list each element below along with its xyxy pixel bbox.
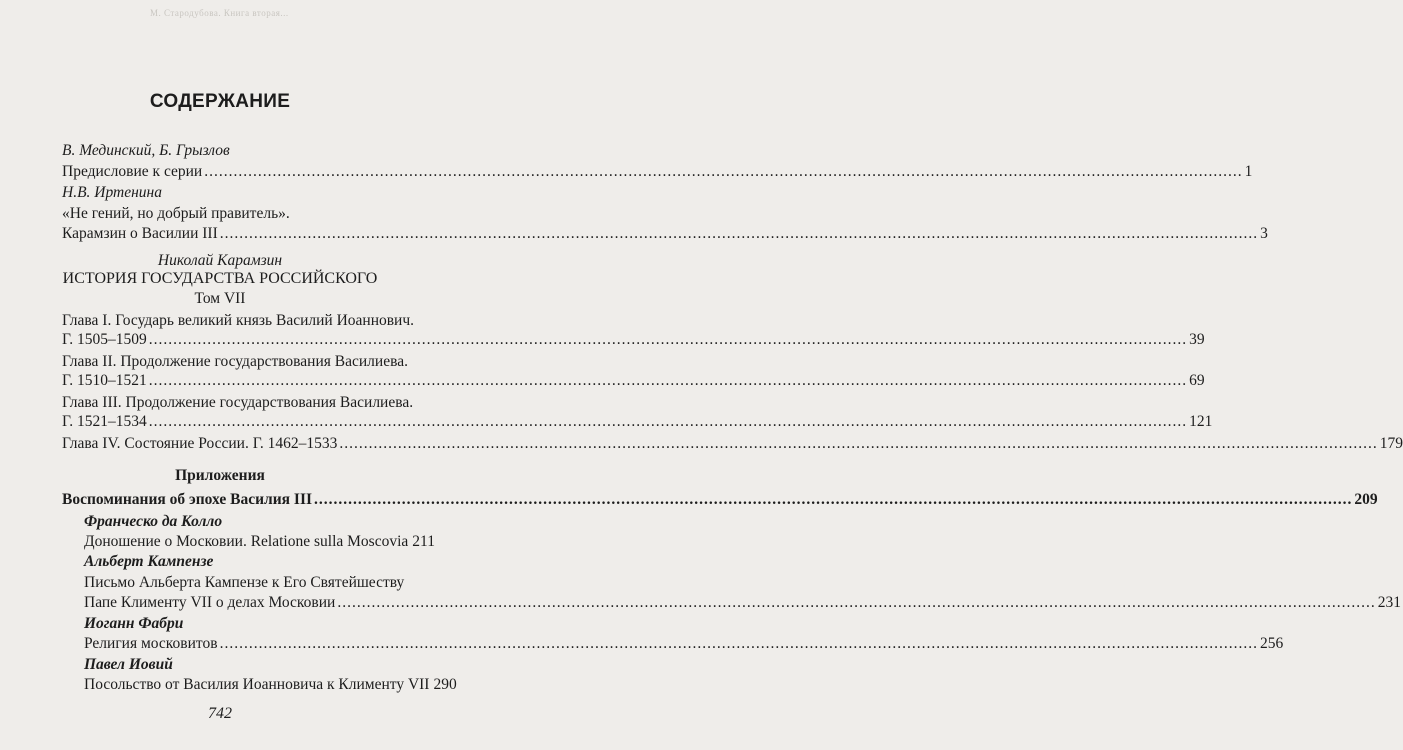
toc-entry-label: Г. 1521–1534 [62,413,147,430]
page-title: СОДЕРЖАНИЕ [149,91,291,112]
toc-entry-essay[interactable] [62,224,1268,243]
toc-entry-label: Глава IV. Состояние России. Г. 1462–1533 [62,435,338,452]
toc-entry-label: Посольство от Василия Иоанновича к Клименту VII [84,676,430,693]
toc-entry-page: 209 [1354,491,1378,508]
page-number: 742 [208,705,232,722]
toc-entry-label: Религия московитов [84,635,218,652]
chapter-3-line1: Глава III. Продолжение государствования Василиева. [62,394,414,411]
leader-dots [220,634,1258,653]
appendix-heading: Приложения [175,467,265,484]
toc-entry-label: Предисловие к серии [62,163,203,180]
chapter-1-line1: Глава I. Государь великий князь Василий Иоаннович. [62,312,415,329]
author-irtenina: Н.В. Иртенина [62,184,162,201]
appendix-author-campense: Альберт Кампензе [84,553,214,570]
toc-entry-page: 3 [1260,225,1268,242]
toc-entry-label: Г. 1505–1509 [62,331,147,348]
leader-dots [149,412,1187,431]
leader-dots [204,162,1242,181]
toc-entry-page: 69 [1189,372,1205,389]
chapter-2-line1: Глава II. Продолжение государствования Василиева. [62,353,408,370]
toc-entry-page: 1 [1244,163,1253,180]
toc-entry-campense[interactable] [84,593,1401,612]
appendix-author-iovius: Павел Иовий [84,656,173,673]
toc-entry-label: Г. 1510–1521 [62,372,147,389]
toc-entry-collo[interactable] [84,532,435,551]
toc-entry-iovius[interactable] [84,675,457,694]
toc-entry-label: Доношение о Московии. Relatione sulla Moscovia [84,533,409,550]
toc-entry-label: Воспоминания об эпохе Василия III [62,491,313,508]
toc-entry-label: Карамзин о Василии III [62,225,218,242]
toc-entry-chapter-4[interactable] [62,434,1403,453]
bleed-through-text: М. Стародубова. Книга вторая... [150,8,289,18]
toc-entry-page: 121 [1189,413,1213,430]
author-medinsky-gryzlov: В. Мединский, Б. Грызлов [62,142,230,159]
toc-entry-chapter-1[interactable] [62,330,1205,349]
toc-entry-preface[interactable] [62,162,1253,181]
toc-entry-appendix-main[interactable] [62,490,1378,509]
toc-entry-page: 39 [1189,331,1205,348]
toc-entry-page: 290 [433,676,457,693]
toc-entry-page: 231 [1377,594,1401,611]
appendix-author-fabri: Иоганн Фабри [84,615,184,632]
appendix-campense-line1: Письмо Альберта Кампензе к Его Святейшеству [84,574,405,591]
leader-dots [337,593,1375,612]
toc-entry-label: Папе Клименту VII о делах Московии [84,594,336,611]
main-author: Николай Карамзин [157,252,283,269]
main-work-title: ИСТОРИЯ ГОСУДАРСТВА РОССИЙСКОГО [62,270,378,287]
toc-entry-page: 179 [1379,435,1403,452]
leader-dots [220,224,1258,243]
toc-entry-page: 211 [412,533,435,550]
leader-dots [314,490,1352,509]
toc-entry-chapter-3[interactable] [62,412,1213,431]
toc-entry-page: 256 [1259,635,1284,652]
leader-dots [149,330,1187,349]
appendix-author-collo: Франческо да Колло [84,513,223,530]
essay-title-line1: «Не гений, но добрый правитель». [62,205,290,222]
volume-label: Том VII [194,290,246,307]
leader-dots [149,371,1187,390]
leader-dots [339,434,1377,453]
toc-entry-chapter-2[interactable] [62,371,1205,390]
toc-entry-fabri[interactable] [84,634,1284,653]
